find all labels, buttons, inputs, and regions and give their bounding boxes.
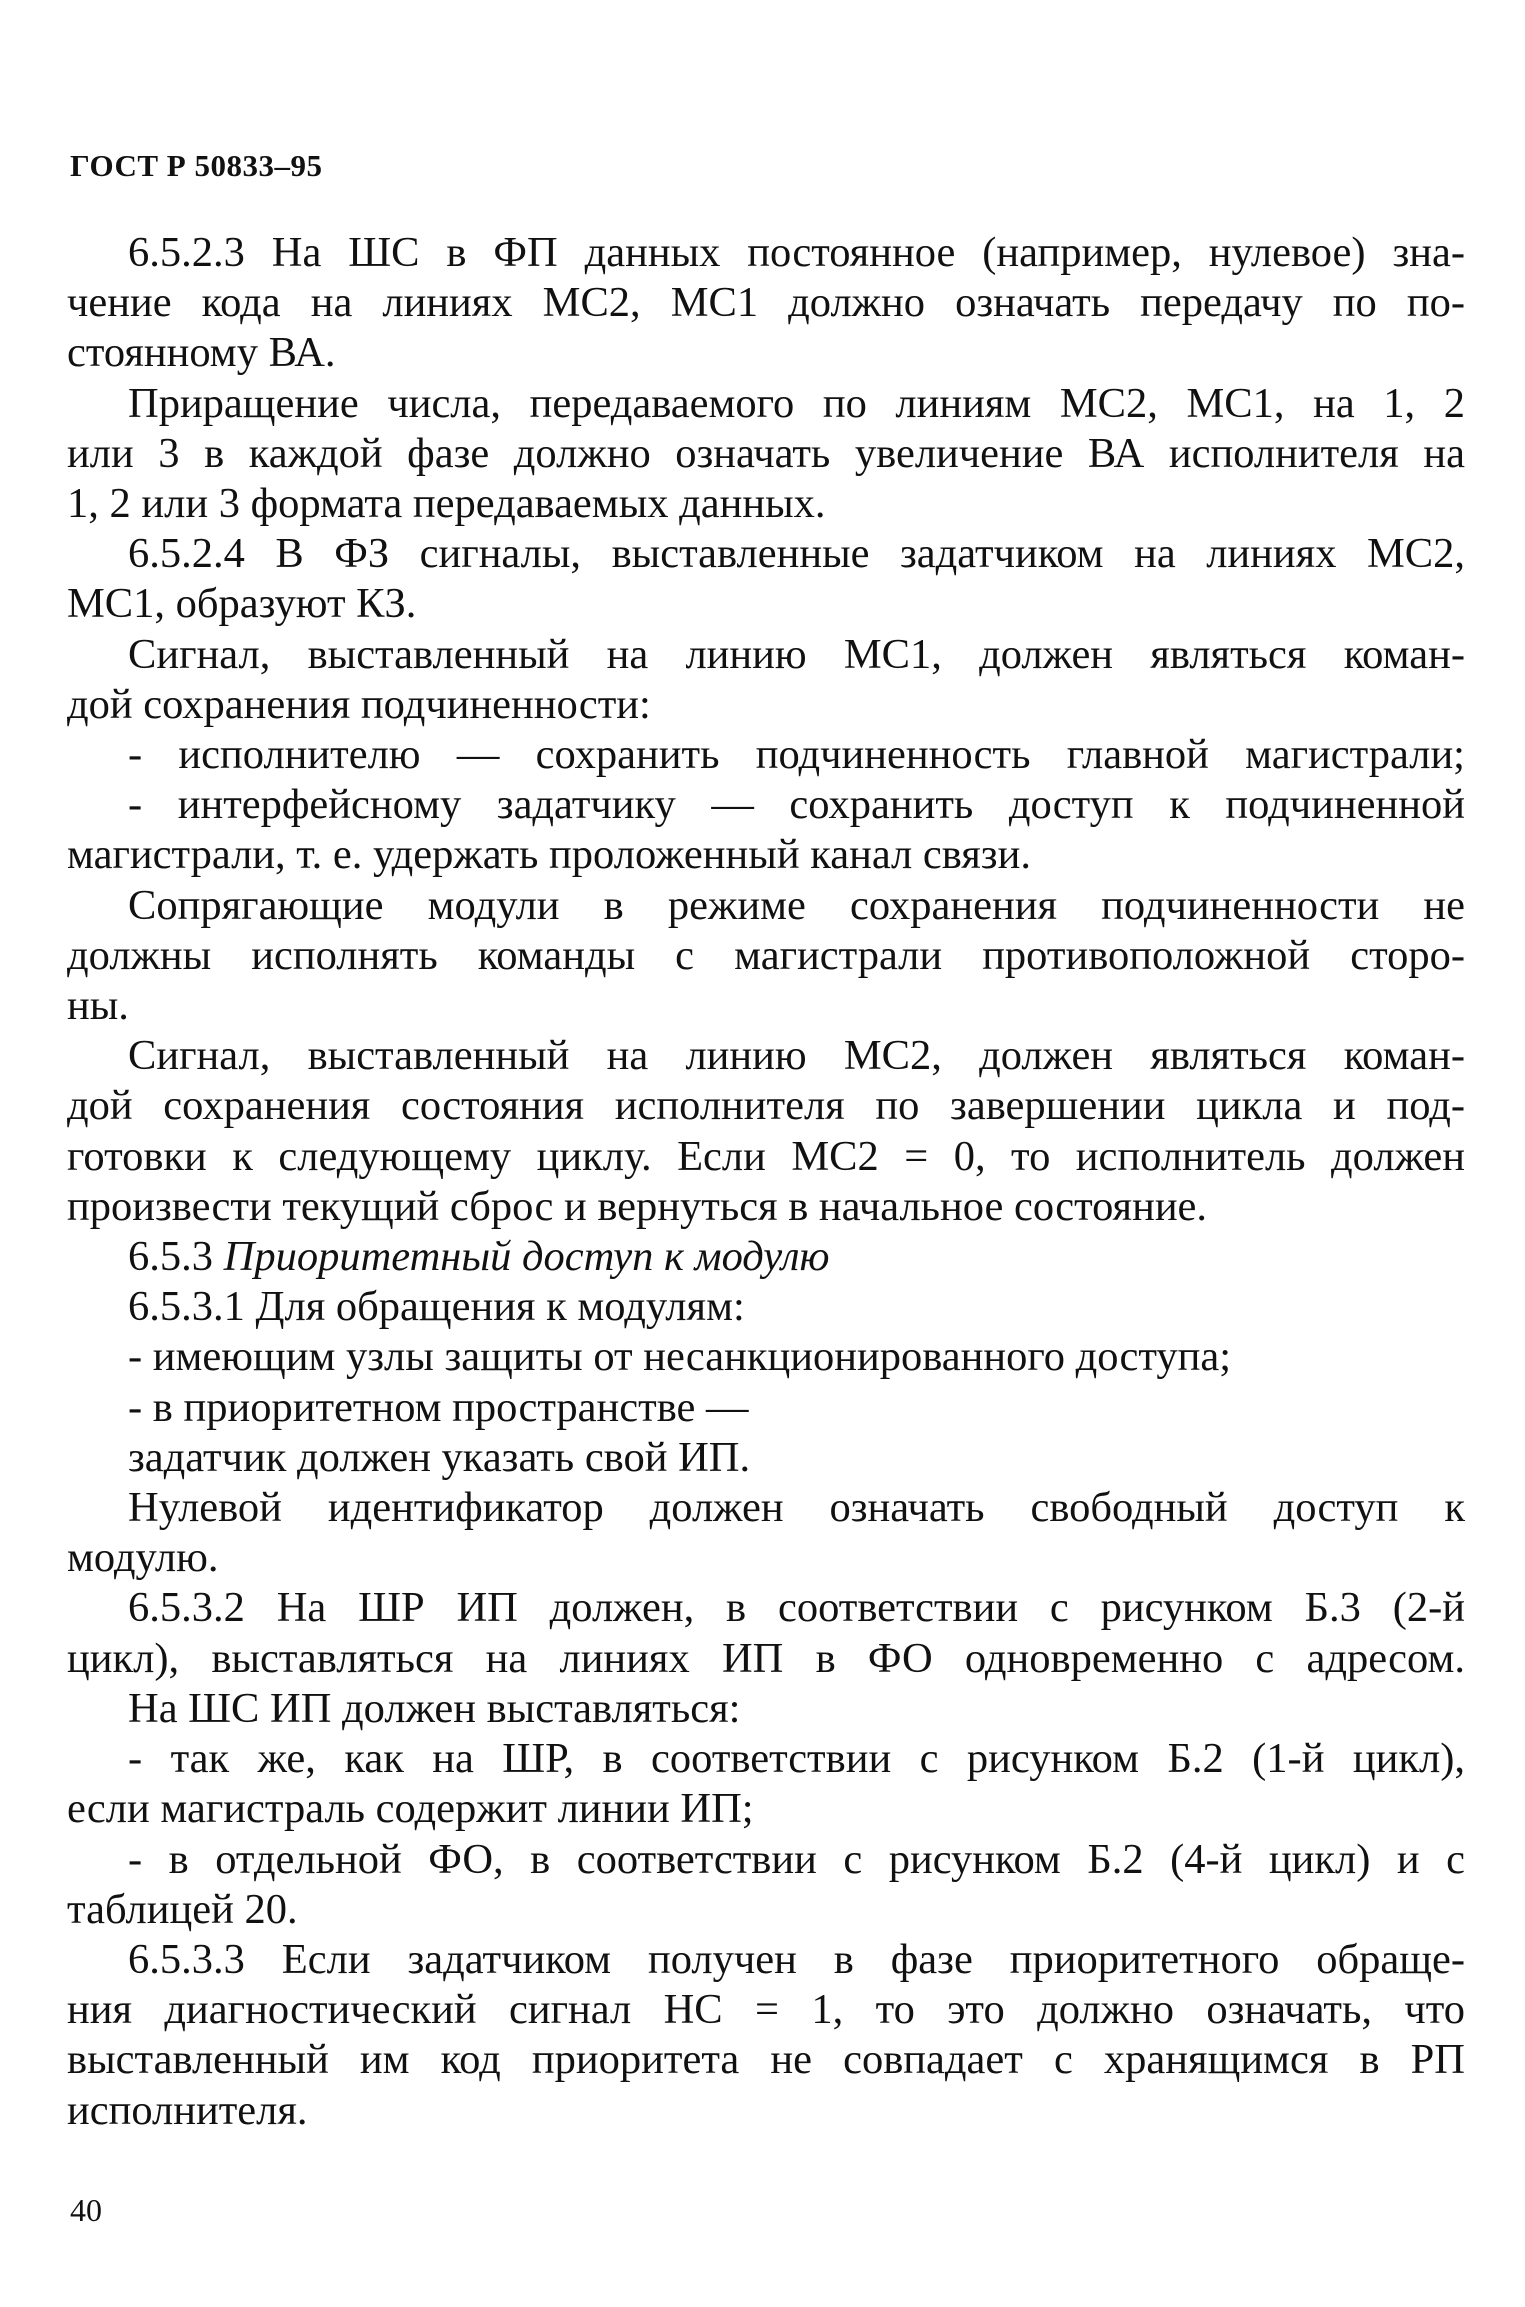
text-line: произвести текущий сброс и вернуться в начальное состояние. [67, 1182, 1208, 1230]
text-line: или 3 в каждой фазе должно означать увеличение ВА исполнителя на [67, 429, 1465, 477]
text-line: модулю. [67, 1534, 219, 1582]
document-header: ГОСТ Р 50833–95 [70, 148, 323, 183]
text-line: готовки к следующему циклу. Если МС2 = 0, то исполнитель должен [67, 1132, 1465, 1180]
text-line: Сопрягающие модули в режиме сохранения подчиненности не [128, 881, 1465, 929]
text-line: На ШС ИП должен выставляться: [128, 1684, 741, 1732]
text-line: чение кода на линиях МС2, МС1 должно означать передачу по по- [67, 279, 1465, 327]
text-line: задатчик должен указать свой ИП. [128, 1433, 751, 1481]
text-line: - в приоритетном пространстве — [128, 1383, 749, 1431]
text-line: ны. [67, 982, 129, 1030]
text-line: выставленный им код приоритета не совпадает с хранящимся в РП [67, 2036, 1465, 2084]
text-line: дой сохранения состояния исполнителя по завершении цикла и под- [67, 1082, 1465, 1130]
page-number: 40 [70, 2192, 102, 2228]
text-line: должны исполнять команды с магистрали противоположной сторо- [67, 931, 1465, 979]
page-body [67, 228, 1465, 2136]
text-line: - так же, как на ШР, в соответствии с рисунком Б.2 (1-й цикл), [128, 1735, 1465, 1783]
text-line: 6.5.2.4 В ФЗ сигналы, выставленные задатчиком на линиях МС2, [128, 530, 1465, 578]
section-title: Приоритетный доступ к модулю [223, 1233, 830, 1281]
text-line: - исполнителю — сохранить подчиненность главной магистрали; [128, 731, 1465, 779]
text-line: Сигнал, выставленный на линию МС2, должен являться коман- [128, 1032, 1465, 1080]
text-line: Сигнал, выставленный на линию МС1, должен являться коман- [128, 630, 1465, 678]
text-line: Приращение числа, передаваемого по линиям МС2, МС1, на 1, 2 [128, 379, 1465, 427]
text-line: 6.5.3.2 На ШР ИП должен, в соответствии с рисунком Б.3 (2-й [128, 1584, 1465, 1632]
text-line: если магистраль содержит линии ИП; [67, 1785, 754, 1833]
text-line: МС1, образуют КЗ. [67, 580, 417, 628]
text-line: цикл), выставляться на линиях ИП в ФО одновременно с адресом. [67, 1634, 1465, 1682]
text-line: 6.5.2.3 На ШС в ФП данных постоянное (например, нулевое) зна- [128, 229, 1465, 276]
text-line: - в отдельной ФО, в соответствии с рисунком Б.2 (4-й цикл) и с [128, 1835, 1465, 1883]
text-line: Нулевой идентификатор должен означать свободный доступ к [128, 1484, 1465, 1532]
text-line: - интерфейсному задатчику — сохранить доступ к подчиненной [128, 781, 1465, 829]
text-line: таблицей 20. [67, 1885, 298, 1933]
text-line: стоянному ВА. [67, 329, 336, 377]
text-line: 6.5.3.1 Для обращения к модулям: [128, 1283, 745, 1331]
text-line: дой сохранения подчиненности: [67, 680, 651, 728]
section-heading [67, 1232, 1465, 1282]
section-number: 6.5.3 [128, 1233, 213, 1281]
text-line: 6.5.3.3 Если задатчиком получен в фазе приоритетного обраще- [128, 1935, 1465, 1983]
text-line: ния диагностический сигнал НС = 1, то это должно означать, что [67, 1986, 1465, 2034]
text-line: магистрали, т. е. удержать проложенный канал связи. [67, 831, 1031, 879]
text-line: 1, 2 или 3 формата передаваемых данных. [67, 480, 826, 528]
text-line: - имеющим узлы защиты от несанкционированного доступа; [128, 1333, 1232, 1381]
text-line: исполнителя. [67, 2086, 308, 2134]
